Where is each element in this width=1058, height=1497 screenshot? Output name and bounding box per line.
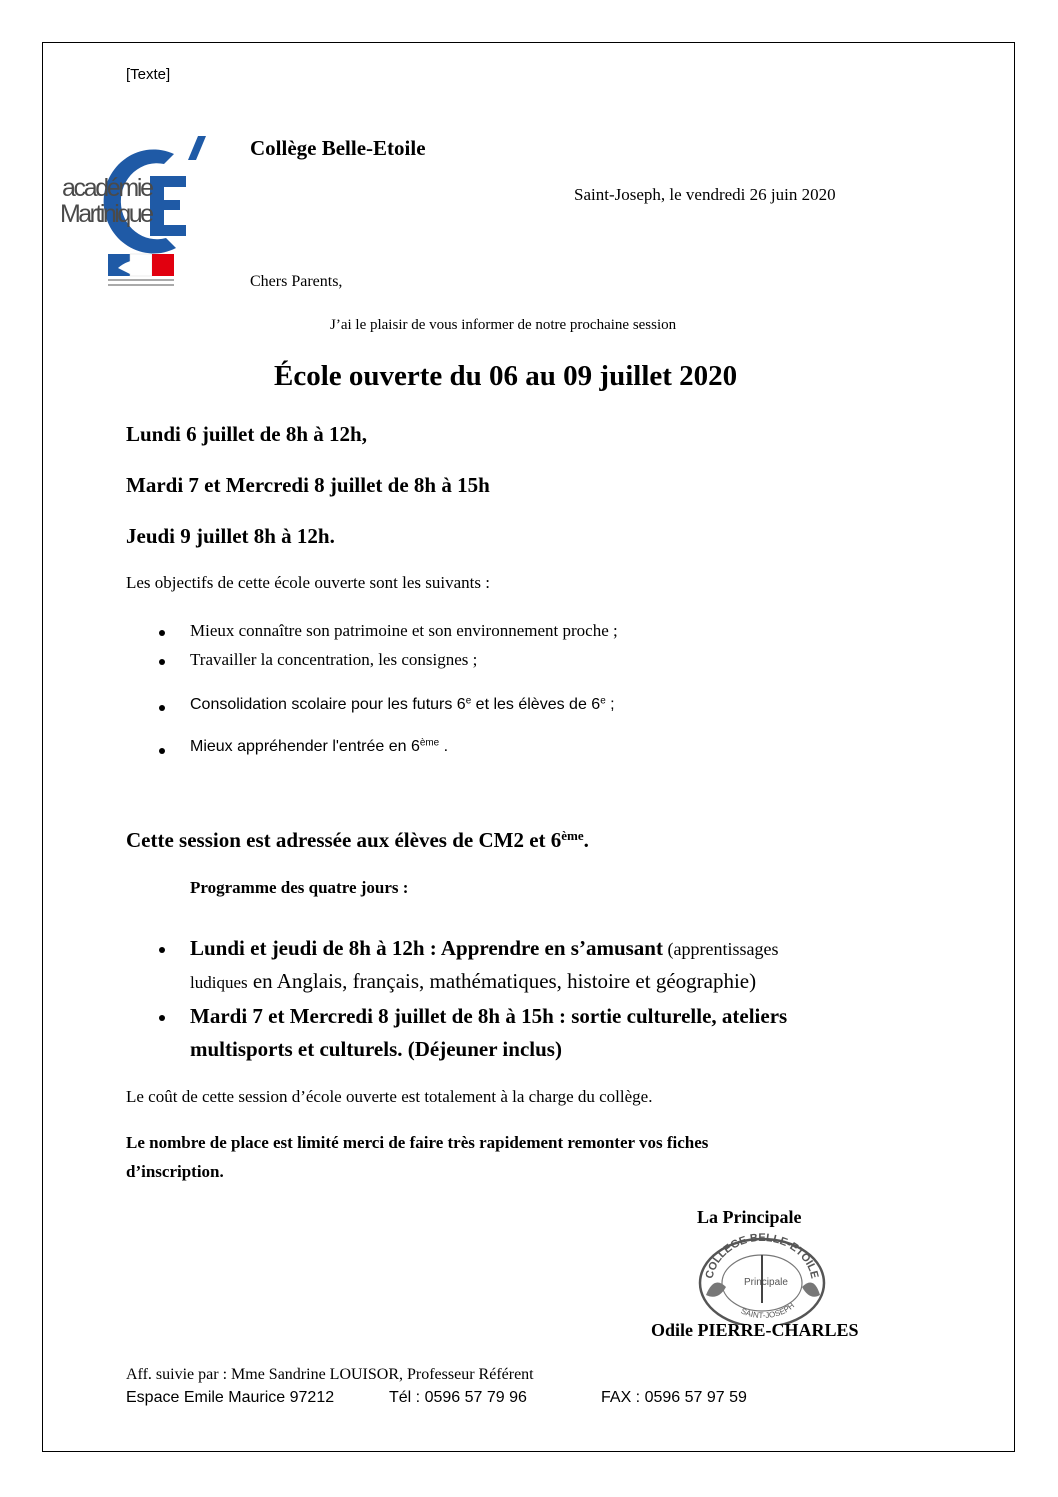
program-title: Programme des quatre jours : <box>190 878 409 897</box>
schedule-line-2: Mardi 7 et Mercredi 8 juillet de 8h à 15h <box>126 473 490 497</box>
footer-tel: Tél : 0596 57 79 96 <box>389 1389 527 1406</box>
header-placeholder: [Texte] <box>126 66 171 83</box>
bullet-icon <box>159 947 165 953</box>
greeting: Chers Parents, <box>250 273 343 290</box>
objective-2: Travailler la concentration, les consignes ; <box>190 650 478 669</box>
cost-text: Le coût de cette session d’école ouverte est totalement à la charge du collège. <box>126 1087 653 1106</box>
limited-notice-line-2: d’inscription. <box>126 1162 224 1181</box>
bullet-icon <box>159 705 165 711</box>
audience-text: Cette session est adressée aux élèves de CM2 et 6ème. <box>126 827 589 852</box>
objective-4: Mieux appréhender l'entrée en 6ème . <box>190 737 449 755</box>
signature-title: La Principale <box>697 1207 802 1227</box>
program-item-1-line-2: ludiques en Anglais, français, mathématiques, histoire et géographie) <box>190 969 757 993</box>
limited-notice-line-1: Le nombre de place est limité merci de faire très rapidement remonter vos fiches <box>126 1133 709 1152</box>
svg-text:SAINT-JOSEPH: SAINT-JOSEPH <box>739 1300 797 1321</box>
objectives-intro: Les objectifs de cette école ouverte sont les suivants : <box>126 573 490 592</box>
college-stamp <box>690 1225 835 1325</box>
academie-martinique-logo <box>58 128 228 293</box>
program-item-2-line-2: multisports et culturels. (Déjeuner inclus) <box>190 1037 562 1061</box>
svg-text:Martinique: Martinique <box>60 200 154 228</box>
svg-text:Principale: Principale <box>744 1277 788 1288</box>
signature-name: Odile PIERRE-CHARLES <box>651 1320 859 1340</box>
program-item-1-line-1: Lundi et jeudi de 8h à 12h : Apprendre en s’amusant (apprentissages <box>190 936 779 960</box>
place-date: Saint-Joseph, le vendredi 26 juin 2020 <box>574 185 836 204</box>
svg-text:COLLEGE BELLE-ETOILE: COLLEGE BELLE-ETOILE <box>703 1231 821 1280</box>
bullet-icon <box>159 659 165 665</box>
objective-3: Consolidation scolaire pour les futurs 6e et les élèves de 6e ; <box>190 695 615 713</box>
svg-text:académie: académie <box>62 174 154 202</box>
school-name: Collège Belle-Etoile <box>250 136 426 160</box>
schedule-line-1: Lundi 6 juillet de 8h à 12h, <box>126 422 367 446</box>
footer-fax: FAX : 0596 57 97 59 <box>601 1389 747 1406</box>
bullet-icon <box>159 748 165 754</box>
program-item-2-line-1: Mardi 7 et Mercredi 8 juillet de 8h à 15h : sortie culturelle, ateliers <box>190 1004 788 1028</box>
main-title: École ouverte du 06 au 09 juillet 2020 <box>274 360 738 392</box>
intro-text: J’ai le plaisir de vous informer de notre prochaine session <box>330 317 677 333</box>
footer-followed-by: Aff. suivie par : Mme Sandrine LOUISOR, Professeur Référent <box>126 1366 534 1383</box>
bullet-icon <box>159 1015 165 1021</box>
footer-address: Espace Emile Maurice 97212 <box>126 1389 335 1406</box>
bullet-icon <box>159 630 165 636</box>
schedule-line-3: Jeudi 9 juillet 8h à 12h. <box>126 524 335 548</box>
republique-francaise-flag-icon <box>108 254 174 286</box>
objective-1: Mieux connaître son patrimoine et son environnement proche ; <box>190 621 618 640</box>
